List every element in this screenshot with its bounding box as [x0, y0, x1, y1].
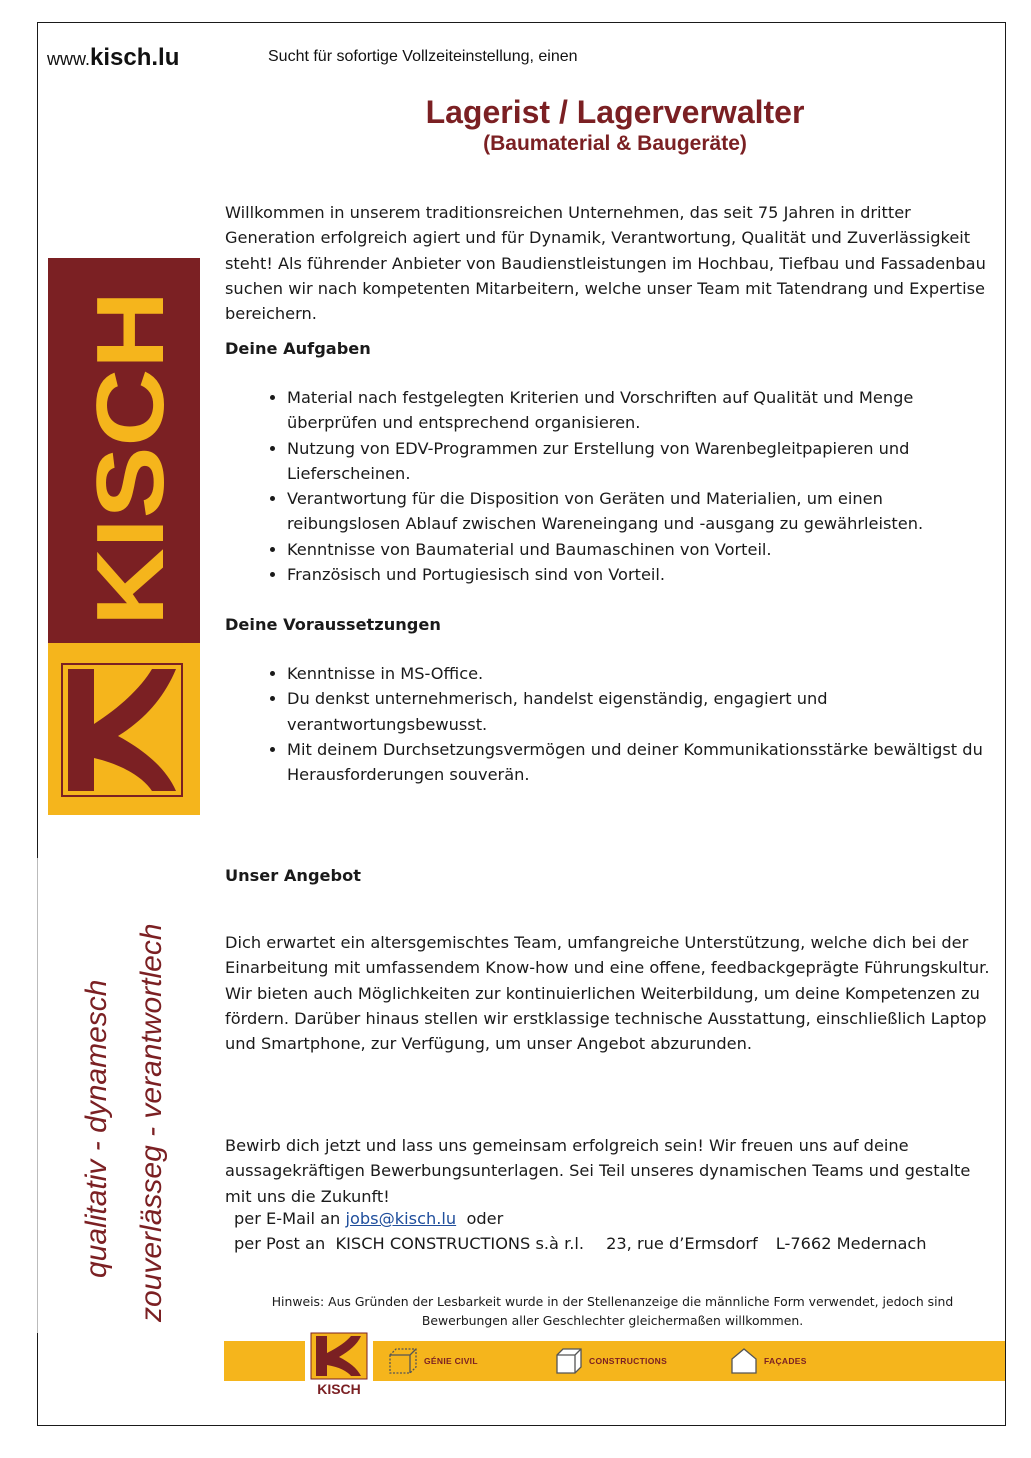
- slogan-line-1: qualitativ - dynamesch: [80, 979, 113, 1278]
- footer-kisch-logo: [305, 1331, 373, 1399]
- email-suffix: oder: [466, 1209, 504, 1228]
- footer-label: GÉNIE CIVIL: [424, 1356, 478, 1366]
- site-prefix: www.: [47, 49, 91, 69]
- contact-email-line: [234, 1206, 994, 1231]
- footer-item-facades: [730, 1346, 807, 1376]
- list-item: • Mit deinem Durchsetzungsvermögen und deiner Kommunikationsstärke bewältigst du Herausforderungen souverän.: [287, 737, 995, 788]
- contact-post-line: [234, 1231, 994, 1256]
- city-address: L-7662 Medernach: [775, 1234, 927, 1253]
- cube-icon: [555, 1347, 583, 1375]
- email-link[interactable]: jobs@kisch.lu: [345, 1209, 457, 1228]
- frame-divider: [37, 858, 38, 1333]
- post-prefix: per Post an: [234, 1234, 326, 1253]
- intro-text: Willkommen in unserem traditionsreichen Unternehmen, das seit 75 Jahren in dritter Generation erfolgreich agiert und für Dynamik, Verantwortung, Qualität und Zuverlässigkeit steht! Als führender Anbieter von Baudienstleistungen im Hochbau, Tiefbau und Fassadenbau suchen wir nach kompetenten Mitarbeitern, welche unser Team mit Tatendrang und Expertise bereichern.: [225, 203, 986, 324]
- slogan-line-2: zouverlässeg - verantwortlech: [135, 923, 168, 1322]
- site-domain: kisch.lu: [90, 44, 180, 71]
- footer-item-genie-civil: [388, 1346, 478, 1376]
- footer-logo-text: KISCH: [317, 1381, 361, 1397]
- call-to-action: Bewirb dich jetzt und lass uns gemeinsam erfolgreich sein! Wir freuen uns auf deine aussagekräftigen Bewerbungsunterlagen. Sei Teil unseres dynamischen Teams und gestalte mit uns die Zukunft!: [225, 1136, 971, 1206]
- street-address: 23, rue d’Ermsdorf: [606, 1234, 758, 1253]
- footer-label: FAÇADES: [764, 1356, 807, 1366]
- list-item: • Französisch und Portugiesisch sind von Vorteil.: [287, 562, 995, 587]
- list-item: • Kenntnisse in MS-Office.: [287, 661, 995, 686]
- list-item: • Verantwortung für die Disposition von Geräten und Materialien, um einen reibungslosen Ablauf zwischen Wareneingang und -ausgang zu gewährleisten.: [287, 486, 995, 537]
- footer-label: CONSTRUCTIONS: [589, 1356, 668, 1366]
- aufgaben-list: [225, 385, 995, 587]
- list-item: • Kenntnisse von Baumaterial und Baumaschinen von Vorteil.: [287, 537, 995, 562]
- section-heading-aufgaben: Deine Aufgaben: [225, 339, 371, 358]
- footer-item-constructions: [555, 1346, 667, 1376]
- company-name: KISCH CONSTRUCTIONS s.à r.l.: [335, 1234, 585, 1253]
- hinweis-line-1: Hinweis: Aus Gründen der Lesbarkeit wurde in der Stellenanzeige die männliche Form verwendet, jedoch sind: [271, 1294, 954, 1309]
- hinweis-line-2: Bewerbungen aller Geschlechter gleichermaßen willkommen.: [421, 1313, 804, 1328]
- house-icon: [730, 1347, 758, 1375]
- angebot-text: Dich erwartet ein altersgemischtes Team, umfangreiche Unterstützung, welche dich bei der Einarbeitung mit umfassendem Know-how und eine offene, feedbackgeprägte Führungskultur. Wir bieten auch Möglichkeiten zur kontinuierlichen Weiterbildung, um deine Kompetenzen zu fördern. Darüber hinaus stellen wir erstklassige technische Ausstattung, einschließlich Laptop und Smartphone, zur Verfügung, um unser Angebot abzurunden.: [225, 933, 990, 1054]
- job-subtitle: (Baumaterial & Baugeräte): [483, 132, 747, 155]
- list-item: • Nutzung von EDV-Programmen zur Erstellung von Warenbegleitpapieren und Lieferscheinen.: [287, 436, 995, 487]
- list-item: • Material nach festgelegten Kriterien und Vorschriften auf Qualität und Menge überprüfen und entsprechend organisieren.: [287, 385, 995, 436]
- website-url[interactable]: [47, 44, 179, 72]
- section-heading-angebot: Unser Angebot: [225, 866, 361, 885]
- section-heading-voraussetzungen: Deine Voraussetzungen: [225, 615, 441, 634]
- tagline: Sucht für sofortige Vollzeiteinstellung, einen: [268, 48, 578, 65]
- hinweis-note: [225, 1292, 1000, 1330]
- cube-outline-icon: [388, 1347, 418, 1375]
- email-prefix: per E-Mail an: [234, 1209, 341, 1228]
- voraussetzungen-list: [225, 661, 995, 787]
- job-title: Lagerist / Lagerverwalter: [425, 94, 805, 130]
- list-item: • Du denkst unternehmerisch, handelst eigenständig, engagiert und verantwortungsbewusst.: [287, 686, 995, 737]
- kisch-logo: [48, 258, 200, 815]
- logo-brand-text: KISCH: [77, 327, 184, 626]
